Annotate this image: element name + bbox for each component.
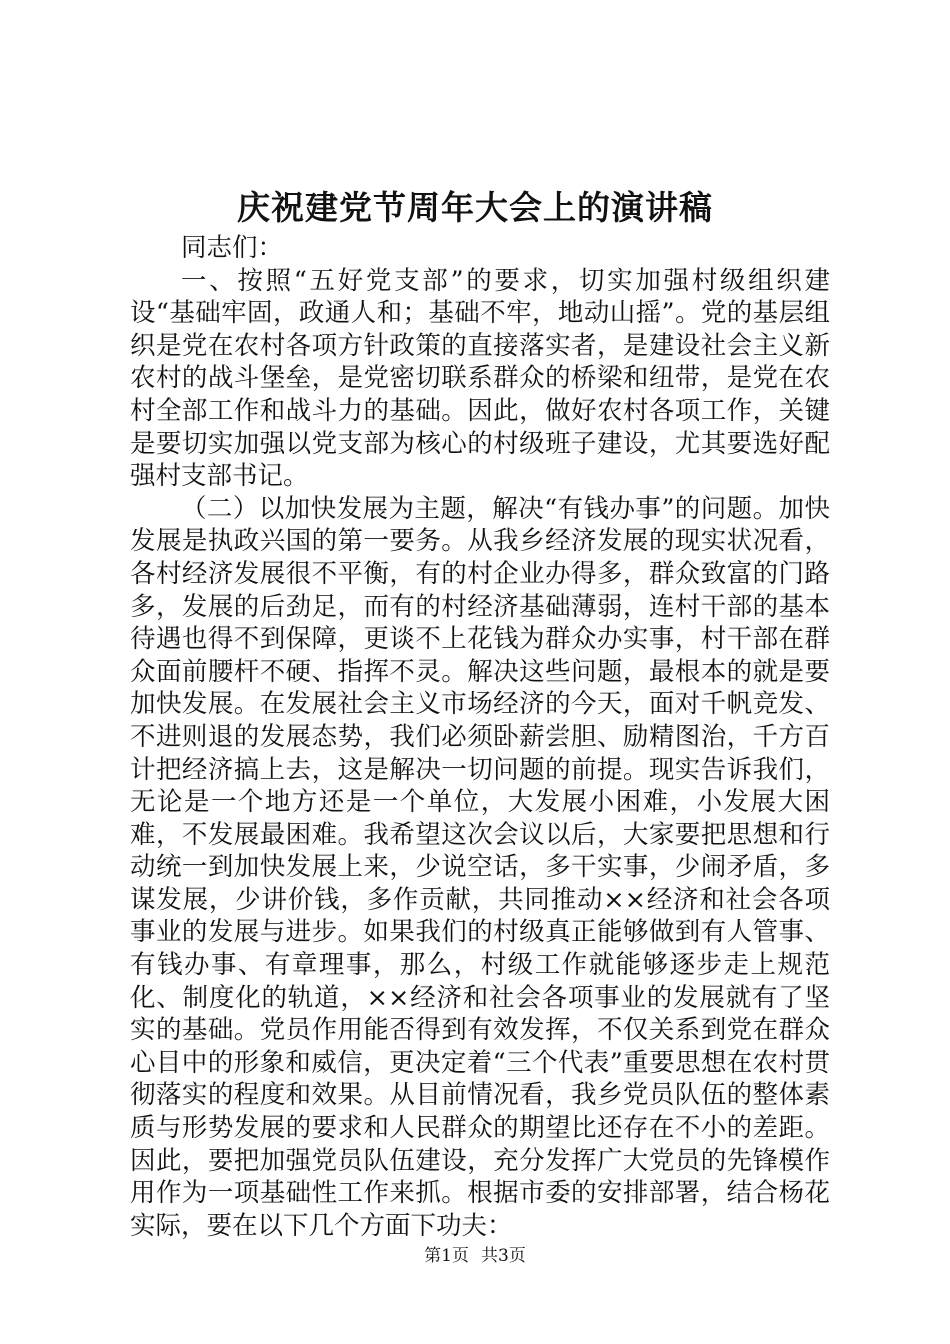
page-number: 第1页 [424,1246,469,1266]
page-total: 共3页 [481,1246,526,1266]
paragraph-2: （二）以加快发展为主题，解决“有钱办事”的问题。加快发展是执政兴国的第一要务。从我乡经济发展的现实状况看，各村经济发展很不平衡，有的村企业办得多，群众致富的门路多，发展的后劲足，而有的村经济基础薄弱，连村干部的基本待遇也得不到保障，更谈不上花钱为群众办实事，村干部在群众面前腰杆不硬、指挥不灵。解决这些问题，最根本的就是要加快发展。在发展社会主义市场经济的今天，面对千帆竞发、不进则退的发展态势，我们必须卧薪尝胆、励精图治，千方百计把经济搞上去，这是解决一切问题的前提。现实告诉我们，无论是一个地方还是一个单位，大发展小困难，小发展大困难，不发展最困难。我希望这次会议以后，大家要把思想和行动统一到加快发展上来，少说空话，多干实事，少闹矛盾，多谋发展，少讲价钱，多作贡献，共同推动××经济和社会各项事业的发展与进步。如果我们的村级真正能够做到有人管事、有钱办事、有章理事，那么，村级工作就能够逐步走上规范化、制度化的轨道，××经济和社会各项事业的发展就有了坚实的基础。党员作用能否得到有效发挥，不仅关系到党在群众心目中的形象和威信，更决定着“三个代表”重要思想在农村贯彻落实的程度和效果。从目前情况看，我乡党员队伍的整体素质与形势发展的要求和人民群众的期望比还存在不小的差距。因此，要把加强党员队伍建设，充分发挥广大党员的先锋模作用作为一项基础性工作来抓。根据市委的安排部署，结合杨花实际，要在以下几个方面下功夫： [130,493,830,1241]
salutation: 同志们： [181,233,284,263]
page-footer [0,1244,950,1268]
paragraph-1: 一、按照“五好党支部”的要求，切实加强村级组织建设“基础牢固，政通人和；基础不牢，地动山摇”。党的基层组织是党在农村各项方针政策的直接落实者，是建设社会主义新农村的战斗堡垒，是党密切联系群众的桥梁和纽带，是党在农村全部工作和战斗力的基础。因此，做好农村各项工作，关键是要切实加强以党支部为核心的村级班子建设，尤其要选好配强村支部书记。 [130,265,830,492]
document-title: 庆祝建党节周年大会上的演讲稿 [237,188,713,227]
document-body [130,232,830,1242]
